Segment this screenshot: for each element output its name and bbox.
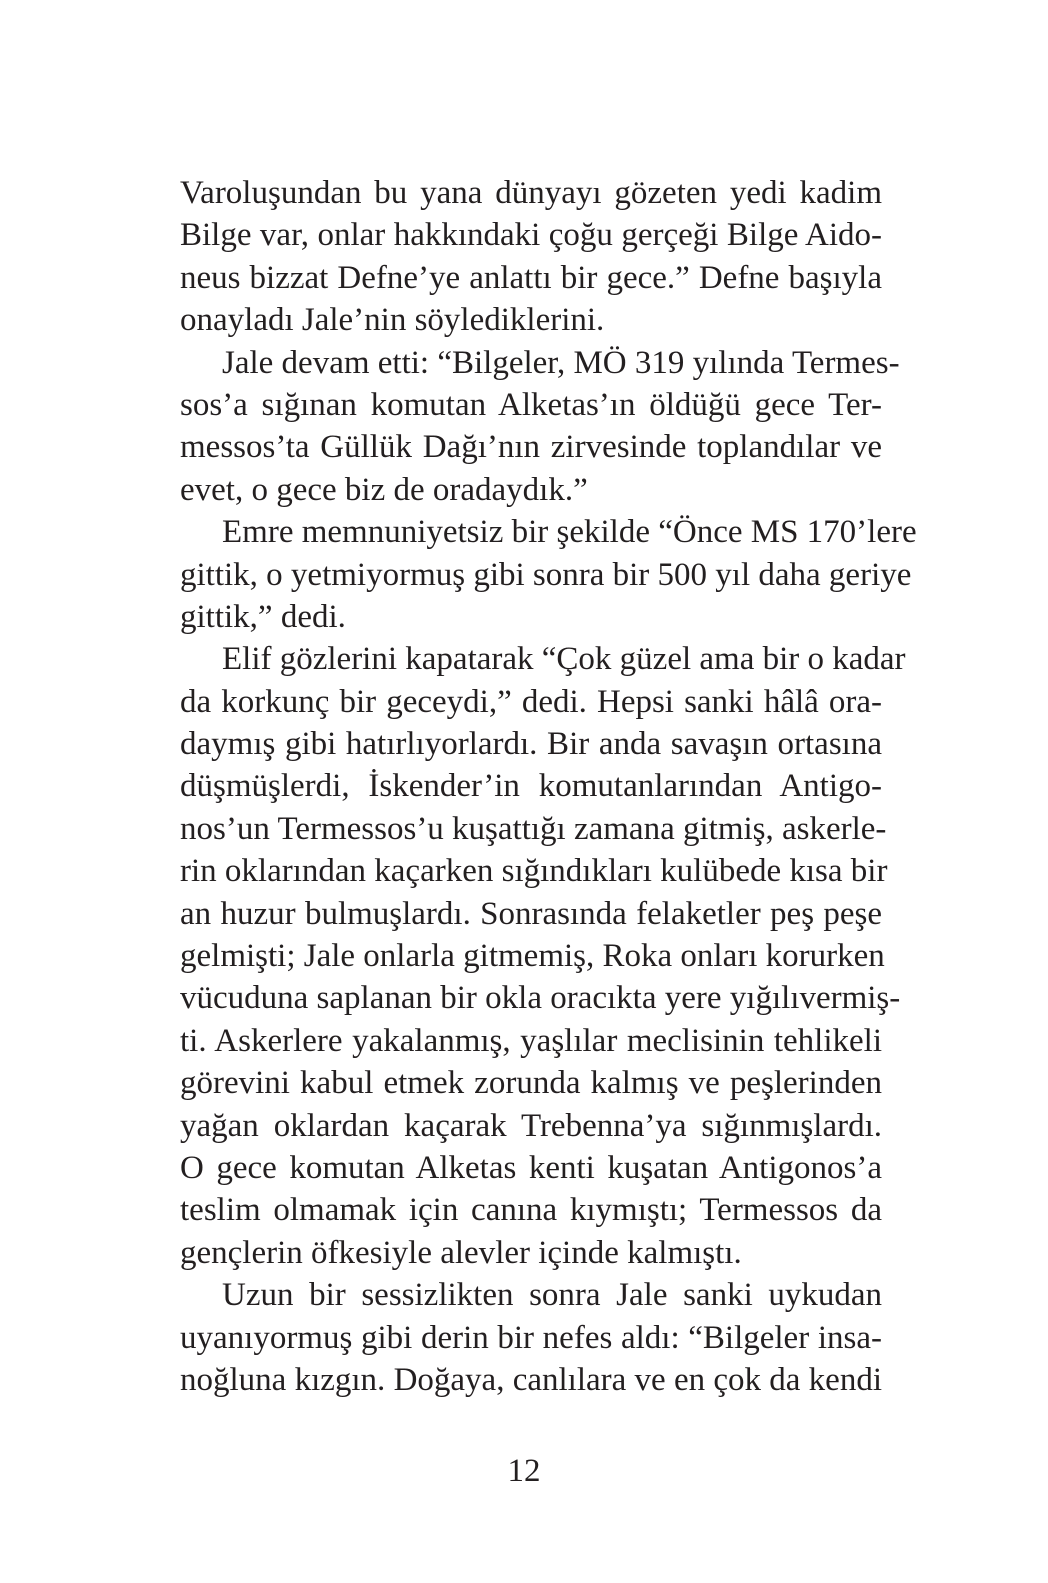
text-line: nos’un Termessos’u kuşattığı zamana gitmiş, askerle-	[180, 810, 887, 847]
text-line: gençlerin öfkesiyle alevler içinde kalmıştı.	[180, 1234, 742, 1271]
text-line: uyanıyormuş gibi derin bir nefes aldı: “Bilgeler insa-	[180, 1319, 882, 1356]
text-line: neus bizzat Defne’ye anlattı bir gece.” Defne başıyla	[180, 259, 882, 296]
text-line: görevini kabul etmek zorunda kalmış ve peşlerinden	[180, 1065, 882, 1102]
text-line: daymış gibi hatırlıyorlardı. Bir anda savaşın ortasına	[180, 726, 882, 763]
text-line: messos’ta Güllük Dağı’nın zirvesinde toplandılar ve	[180, 429, 882, 466]
paragraph	[180, 342, 900, 512]
text-line: Emre memnuniyetsiz bir şekilde “Önce MS 170’lere	[222, 514, 917, 551]
text-line: gittik, o yetmiyormuş gibi sonra bir 500 yıl daha geriye	[180, 556, 912, 593]
text-line: noğluna kızgın. Doğaya, canlılara ve en çok da kendi	[180, 1361, 882, 1398]
body-text	[180, 172, 917, 1401]
text-line: onayladı Jale’nin söylediklerini.	[180, 302, 605, 339]
page-number: 12	[507, 1453, 541, 1489]
text-line: teslim olmamak için canına kıymıştı; Termessos da	[180, 1192, 882, 1229]
text-line: rin oklarından kaçarken sığındıkları kulübede kısa bir	[180, 853, 888, 890]
paragraph	[180, 172, 882, 342]
text-line: yağan oklardan kaçarak Trebenna’ya sığınmışlardı.	[180, 1107, 882, 1144]
text-line: Uzun bir sessizlikten sonra Jale sanki uykudan	[222, 1277, 882, 1314]
text-line: ti. Askerlere yakalanmış, yaşlılar meclisinin tehlikeli	[180, 1022, 882, 1059]
paragraph	[180, 638, 906, 1274]
text-line: vücuduna saplanan bir okla oracıkta yere yığılıvermiş-	[180, 980, 901, 1017]
text-line: Bilge var, onlar hakkındaki çoğu gerçeği Bilge Aido-	[180, 217, 882, 254]
text-line: an huzur bulmuşlardı. Sonrasında felaketler peş peşe	[180, 895, 882, 932]
text-line: sos’a sığınan komutan Alketas’ın öldüğü gece Ter-	[180, 386, 882, 423]
text-line: Elif gözlerini kapatarak “Çok güzel ama bir o kadar	[222, 641, 906, 678]
text-line: O gece komutan Alketas kenti kuşatan Antigonos’a	[180, 1149, 882, 1186]
text-line: da korkunç bir geceydi,” dedi. Hepsi sanki hâlâ ora-	[180, 683, 882, 720]
text-line: evet, o gece biz de oradaydık.”	[180, 471, 588, 508]
text-line: Varoluşundan bu yana dünyayı gözeten yedi kadim	[180, 175, 882, 211]
paragraph	[180, 511, 917, 638]
text-line: gelmişti; Jale onlarla gitmemiş, Roka onları korurken	[180, 938, 885, 975]
text-line: gittik,” dedi.	[180, 598, 346, 635]
text-line: Jale devam etti: “Bilgeler, MÖ 319 yılında Termes-	[222, 344, 900, 381]
paragraph	[180, 1274, 882, 1401]
text-line: düşmüşlerdi, İskender’in komutanlarından Antigo-	[180, 768, 882, 805]
